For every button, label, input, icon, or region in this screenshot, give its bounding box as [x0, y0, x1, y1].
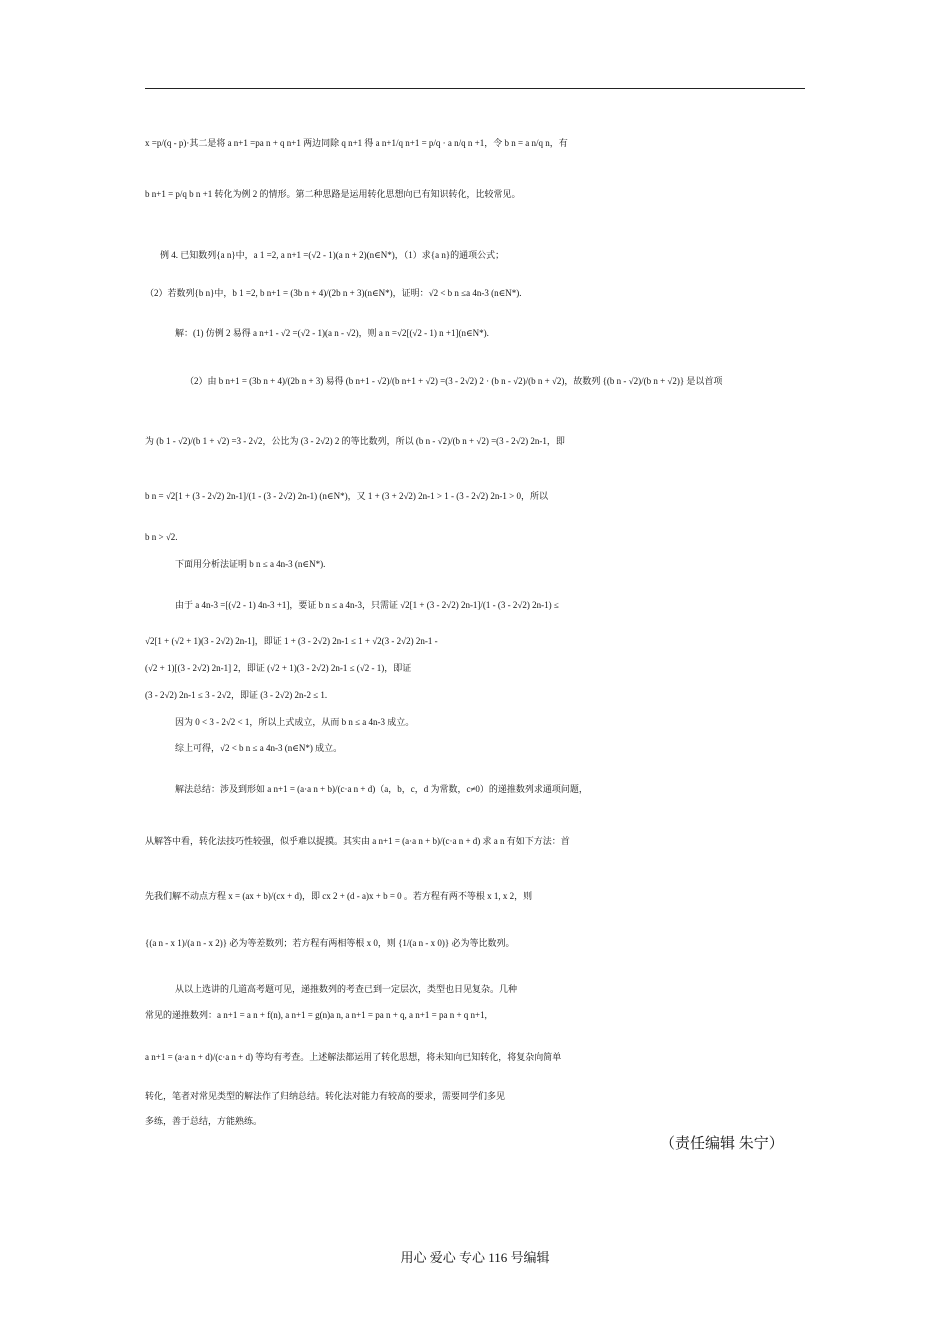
text-line-1: x =p/(q - p)·其二是将 a n+1 =pa n + q n+1 两边同除 q n+1 得 a n+1/q n+1 = p/q · a n/q n +1，令 b n = a n/q n，有 [145, 138, 568, 148]
solution-line-3: 为 (b 1 - √2)/(b 1 + √2) =3 - 2√2，公比为 (3 - 2√2) 2 的等比数列，所以 (b n - √2)/(b n + √2) =(3 - 2√2) 2n-1，即 [145, 436, 565, 446]
analysis-conclusion: 综上可得，√2 < b n ≤ a 4n-3 (n∈N*) 成立。 [175, 743, 343, 753]
solution-line-2: （2）由 b n+1 = (3b n + 4)/(2b n + 3) 易得 (b n+1 - √2)/(b n+1 + √2) =(3 - 2√2) 2 · (b n - √2)/(b n + √2)，故数列 {(b n - √2)/(b n + √2)} 是以首项 [185, 376, 723, 386]
analysis-line-5: 因为 0 < 3 - 2√2 < 1，所以上式成立，从而 b n ≤ a 4n-3 成立。 [175, 717, 415, 727]
solution-line-5: b n > √2. [145, 532, 178, 542]
closing-line-2: 常见的递推数列：a n+1 = a n + f(n), a n+1 = g(n)a n, a n+1 = pa n + q, a n+1 = pa n + q n+1, [145, 1010, 487, 1020]
summary-line-3: 先我们解不动点方程 x = (ax + b)/(cx + d)，即 cx 2 + (d - a)x + b = 0 。若方程有两不等根 x 1, x 2，则 [145, 891, 533, 901]
analysis-line-1: 由于 a 4n-3 =[(√2 - 1) 4n-3 +1]，要证 b n ≤ a 4n-3，只需证 √2[1 + (3 - 2√2) 2n-1]/(1 - (3 - 2√2) 2n-1) ≤ [175, 600, 559, 610]
analysis-intro: 下面用分析法证明 b n ≤ a 4n-3 (n∈N*). [175, 559, 326, 569]
example-4-line-1: 例 4. 已知数列{a n}中，a 1 =2, a n+1 =(√2 - 1)(a n + 2)(n∈N*)，（1）求{a n}的通项公式； [160, 250, 505, 260]
summary-line-4: {(a n - x 1)/(a n - x 2)} 必为等差数列；若方程有两相等根 x 0，则 {1/(a n - x 0)} 必为等比数列。 [145, 938, 515, 948]
summary-line-2: 从解答中看，转化法技巧性较强，似乎难以捉摸。其实由 a n+1 = (a·a n + b)/(c·a n + d) 求 a n 有如下方法：首 [145, 836, 570, 846]
example-4-line-2: （2）若数列{b n}中，b 1 =2, b n+1 = (3b n + 4)/(2b n + 3)(n∈N*)，证明：√2 < b n ≤a 4n-3 (n∈N*). [145, 288, 522, 298]
closing-line-1: 从以上选讲的几道高考题可见，递推数列的考查已到一定层次，类型也日见复杂。几种 [175, 984, 518, 994]
closing-line-5: 多练，善于总结，方能熟练。 [145, 1116, 263, 1126]
solution-line-1: 解：(1) 仿例 2 易得 a n+1 - √2 =(√2 - 1)(a n - √2)，则 a n =√2[(√2 - 1) n +1](n∈N*). [175, 328, 489, 338]
analysis-line-2: √2[1 + (√2 + 1)(3 - 2√2) 2n-1]，即证 1 + (3 - 2√2) 2n-1 ≤ 1 + √2(3 - 2√2) 2n-1 - [145, 636, 438, 646]
summary-line-1: 解法总结：涉及到形如 a n+1 = (a·a n + b)/(c·a n + d)（a，b，c，d 为常数，c≠0）的递推数列求通项问题， [175, 784, 588, 794]
closing-line-3: a n+1 = (a·a n + d)/(c·a n + d) 等均有考查。上述解法都运用了转化思想，将未知向已知转化，将复杂向简单 [145, 1052, 562, 1062]
text-line-2: b n+1 = p/q b n +1 转化为例 2 的情形。第二种思路是运用转化思想向已有知识转化，比较常见。 [145, 189, 521, 199]
closing-line-4: 转化，笔者对常见类型的解法作了归纳总结。转化法对能力有较高的要求，需要同学们多见 [145, 1091, 506, 1101]
page-footer: 用心 爱心 专心 116 号编辑 [400, 1250, 550, 1265]
analysis-line-3: (√2 + 1)[(3 - 2√2) 2n-1] 2，即证 (√2 + 1)(3 - 2√2) 2n-1 ≤ (√2 - 1)，即证 [145, 663, 412, 673]
editor-signature: （责任编辑 朱宁） [660, 1136, 784, 1152]
header-rule [145, 88, 805, 89]
analysis-line-4: (3 - 2√2) 2n-1 ≤ 3 - 2√2，即证 (3 - 2√2) 2n-2 ≤ 1. [145, 690, 328, 700]
solution-line-4: b n = √2[1 + (3 - 2√2) 2n-1]/(1 - (3 - 2√2) 2n-1) (n∈N*)，又 1 + (3 + 2√2) 2n-1 > 1 - (3 - 2√2) 2n-1 > 0，所以 [145, 491, 548, 501]
